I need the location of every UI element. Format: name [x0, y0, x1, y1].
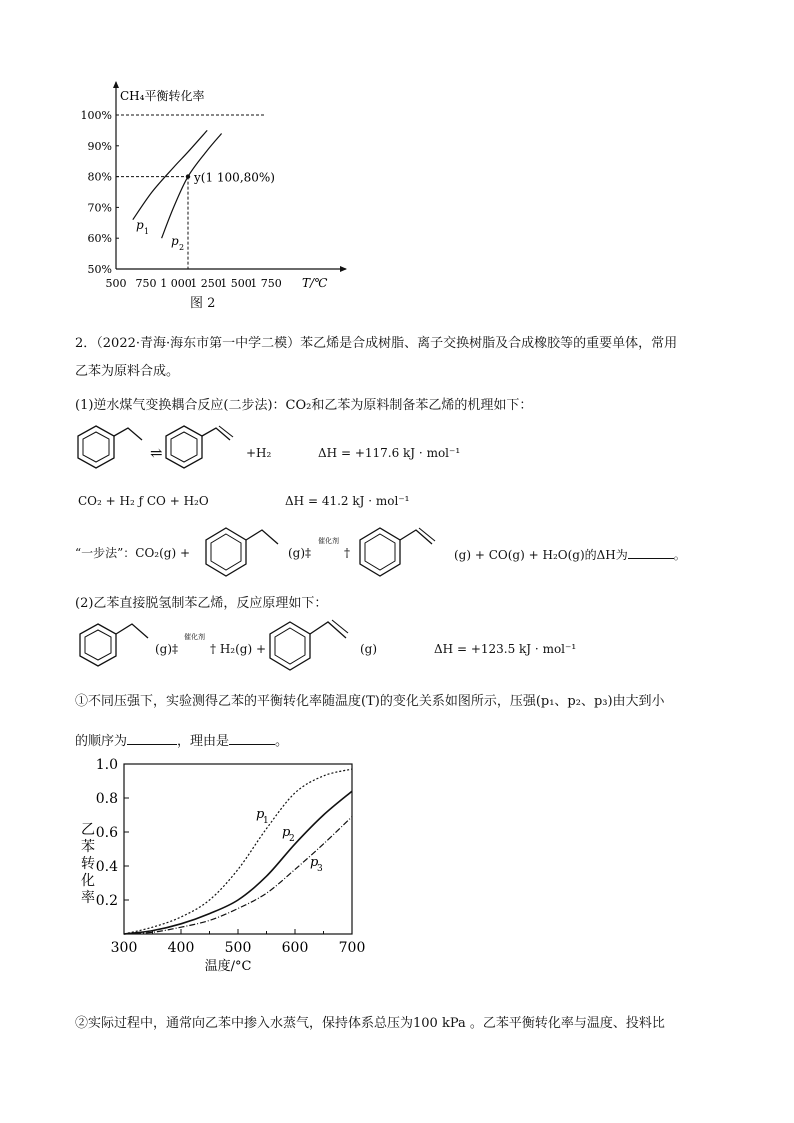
fig2-xtick-label: 750: [135, 277, 157, 290]
fig2-p2-label: p: [171, 234, 179, 248]
q2-part1-title: (1)逆水煤气变换耦合反应(二步法)：CO₂和乙苯为原料制备苯乙烯的机理如下：: [75, 398, 533, 413]
ytick-label: 0.8: [95, 791, 118, 807]
fig2-y-arrow: [113, 81, 119, 88]
xtick-label: 400: [167, 940, 195, 956]
ytick-label: 0.4: [95, 859, 118, 875]
eq4-condition: 催化剂: [184, 633, 205, 641]
fig2-xtick-label: 1 750: [250, 277, 282, 290]
fig2-chart: [70, 78, 350, 318]
eq4-mid: † H₂(g) +: [210, 642, 267, 656]
q2-intro-line2: 乙苯为原料合成。: [75, 364, 180, 379]
q-circ2: ②实际过程中，通常向乙苯中掺入水蒸气，保持体系总压为100 kPa 。乙苯平衡转化率与温度、投料比: [75, 1016, 665, 1031]
ytick-label: 0.2: [95, 893, 118, 909]
xtick-label: 700: [338, 940, 366, 956]
fig2-xlabel: T/℃: [302, 276, 328, 290]
eq3-condition: 催化剂: [318, 537, 339, 545]
fig2-ytick-label: 70%: [87, 201, 112, 215]
xtick-label: 500: [224, 940, 252, 956]
y-axis-label-char: 转: [81, 856, 95, 872]
ethylbenzene-structure-2: [202, 522, 297, 584]
eq3-suffix: [454, 546, 686, 562]
fig2-ytick-label: 80%: [87, 170, 112, 184]
series-label-p3: p: [310, 855, 319, 870]
fig2-caption: 图 2: [190, 296, 216, 311]
eq1-dH: ΔH = +117.6 kJ · mol⁻¹: [318, 446, 461, 460]
ethylbenzene-structure-1: [76, 420, 151, 475]
answer-blank-2[interactable]: [127, 732, 177, 745]
eq4-dH: ΔH = +123.5 kJ · mol⁻¹: [434, 642, 577, 656]
series-label-p1: p: [256, 807, 265, 822]
q-circ1-line2: [75, 732, 288, 750]
xtick-label: 600: [281, 940, 309, 956]
eq3-mid: (g)‡: [288, 546, 312, 560]
q-circ1-line2-c: 。: [275, 734, 289, 749]
q-circ1-line2-b: ，理由是: [177, 734, 230, 749]
ethylbenzene-structure-3: [76, 618, 158, 676]
series-line-p1: [124, 769, 352, 934]
eq4-right: (g): [360, 642, 378, 656]
q-circ1-line1: ①不同压强下，实验测得乙苯的平衡转化率随温度(T)的变化关系如图所示，压强(p₁、p₂、p₃)由大到小: [75, 694, 665, 709]
ytick-label: 0.6: [95, 825, 118, 841]
fig2-point: [186, 174, 190, 178]
series-line-p3: [124, 817, 352, 934]
xtick-label: 300: [110, 940, 138, 956]
fig2-point-label: y(1 100,80%): [194, 170, 275, 185]
eq3-end: 。: [673, 548, 686, 562]
fig2-xtick-label: 1 250: [190, 277, 222, 290]
fig2-xtick-label: 1 500: [220, 277, 252, 290]
fig2-ytick-label: 60%: [87, 232, 112, 246]
fig2-curve-p2: [162, 133, 222, 238]
y-axis-label-char: 苯: [81, 839, 95, 855]
q-circ1-line2-a: 的顺序为: [75, 734, 128, 749]
fig2-ytick-label: 90%: [87, 139, 112, 153]
y-axis-label-char: 率: [81, 890, 95, 906]
y-axis-label-char: 乙: [81, 822, 95, 838]
eq2-dH: ΔH = 41.2 kJ · mol⁻¹: [285, 494, 410, 508]
eq3-mid2: †: [344, 546, 350, 560]
series-label-sub: 1: [263, 816, 269, 826]
fig2-p2-sub: 2: [179, 243, 185, 252]
x-axis-label: 温度/°C: [204, 959, 252, 974]
answer-blank-3[interactable]: [229, 732, 275, 745]
eq3-prefix: “一步法”：CO₂(g) +: [75, 546, 191, 560]
series-label-sub: 3: [317, 864, 323, 874]
answer-blank-1[interactable]: [628, 546, 674, 559]
fig2-p1-sub: 1: [144, 227, 150, 236]
eq1-product: +H₂: [246, 446, 272, 460]
fig2-xtick-label: 1 000: [160, 277, 192, 290]
fig2-p1-label: p: [136, 218, 144, 232]
y-axis-label-char: 化: [81, 873, 95, 889]
fig2-x-arrow: [340, 266, 347, 272]
styrene-structure-2: [356, 522, 456, 584]
eq1-arrow: ⇌: [150, 444, 163, 462]
series-label-p2: p: [282, 825, 291, 840]
eq4-left: (g)‡: [155, 642, 179, 656]
fig2-ytick-label: 50%: [87, 263, 112, 276]
ethylbenzene-chart: [70, 754, 370, 980]
fig2-ylabel: CH₄平衡转化率: [120, 89, 205, 103]
styrene-structure-3: [266, 614, 366, 676]
fig2-ytick-label: 100%: [80, 109, 112, 122]
ytick-label: 1.0: [95, 757, 118, 773]
eq2-text: CO₂ + H₂ ƒ CO + H₂O: [78, 494, 209, 508]
fig2-xtick-label: 500: [105, 277, 127, 290]
styrene-structure-1: [164, 420, 244, 475]
q2-intro-line1: 2．（2022·青海·海东市第一中学二模）苯乙烯是合成树脂、离子交换树脂及合成橡胶等的重要单体，常用: [75, 336, 678, 351]
series-label-sub: 2: [289, 834, 295, 844]
q2-part2-title: (2)乙苯直接脱氢制苯乙烯，反应原理如下：: [75, 596, 328, 611]
eq3-suffix-text: (g) + CO(g) + H₂O(g)的ΔH为: [454, 548, 628, 562]
